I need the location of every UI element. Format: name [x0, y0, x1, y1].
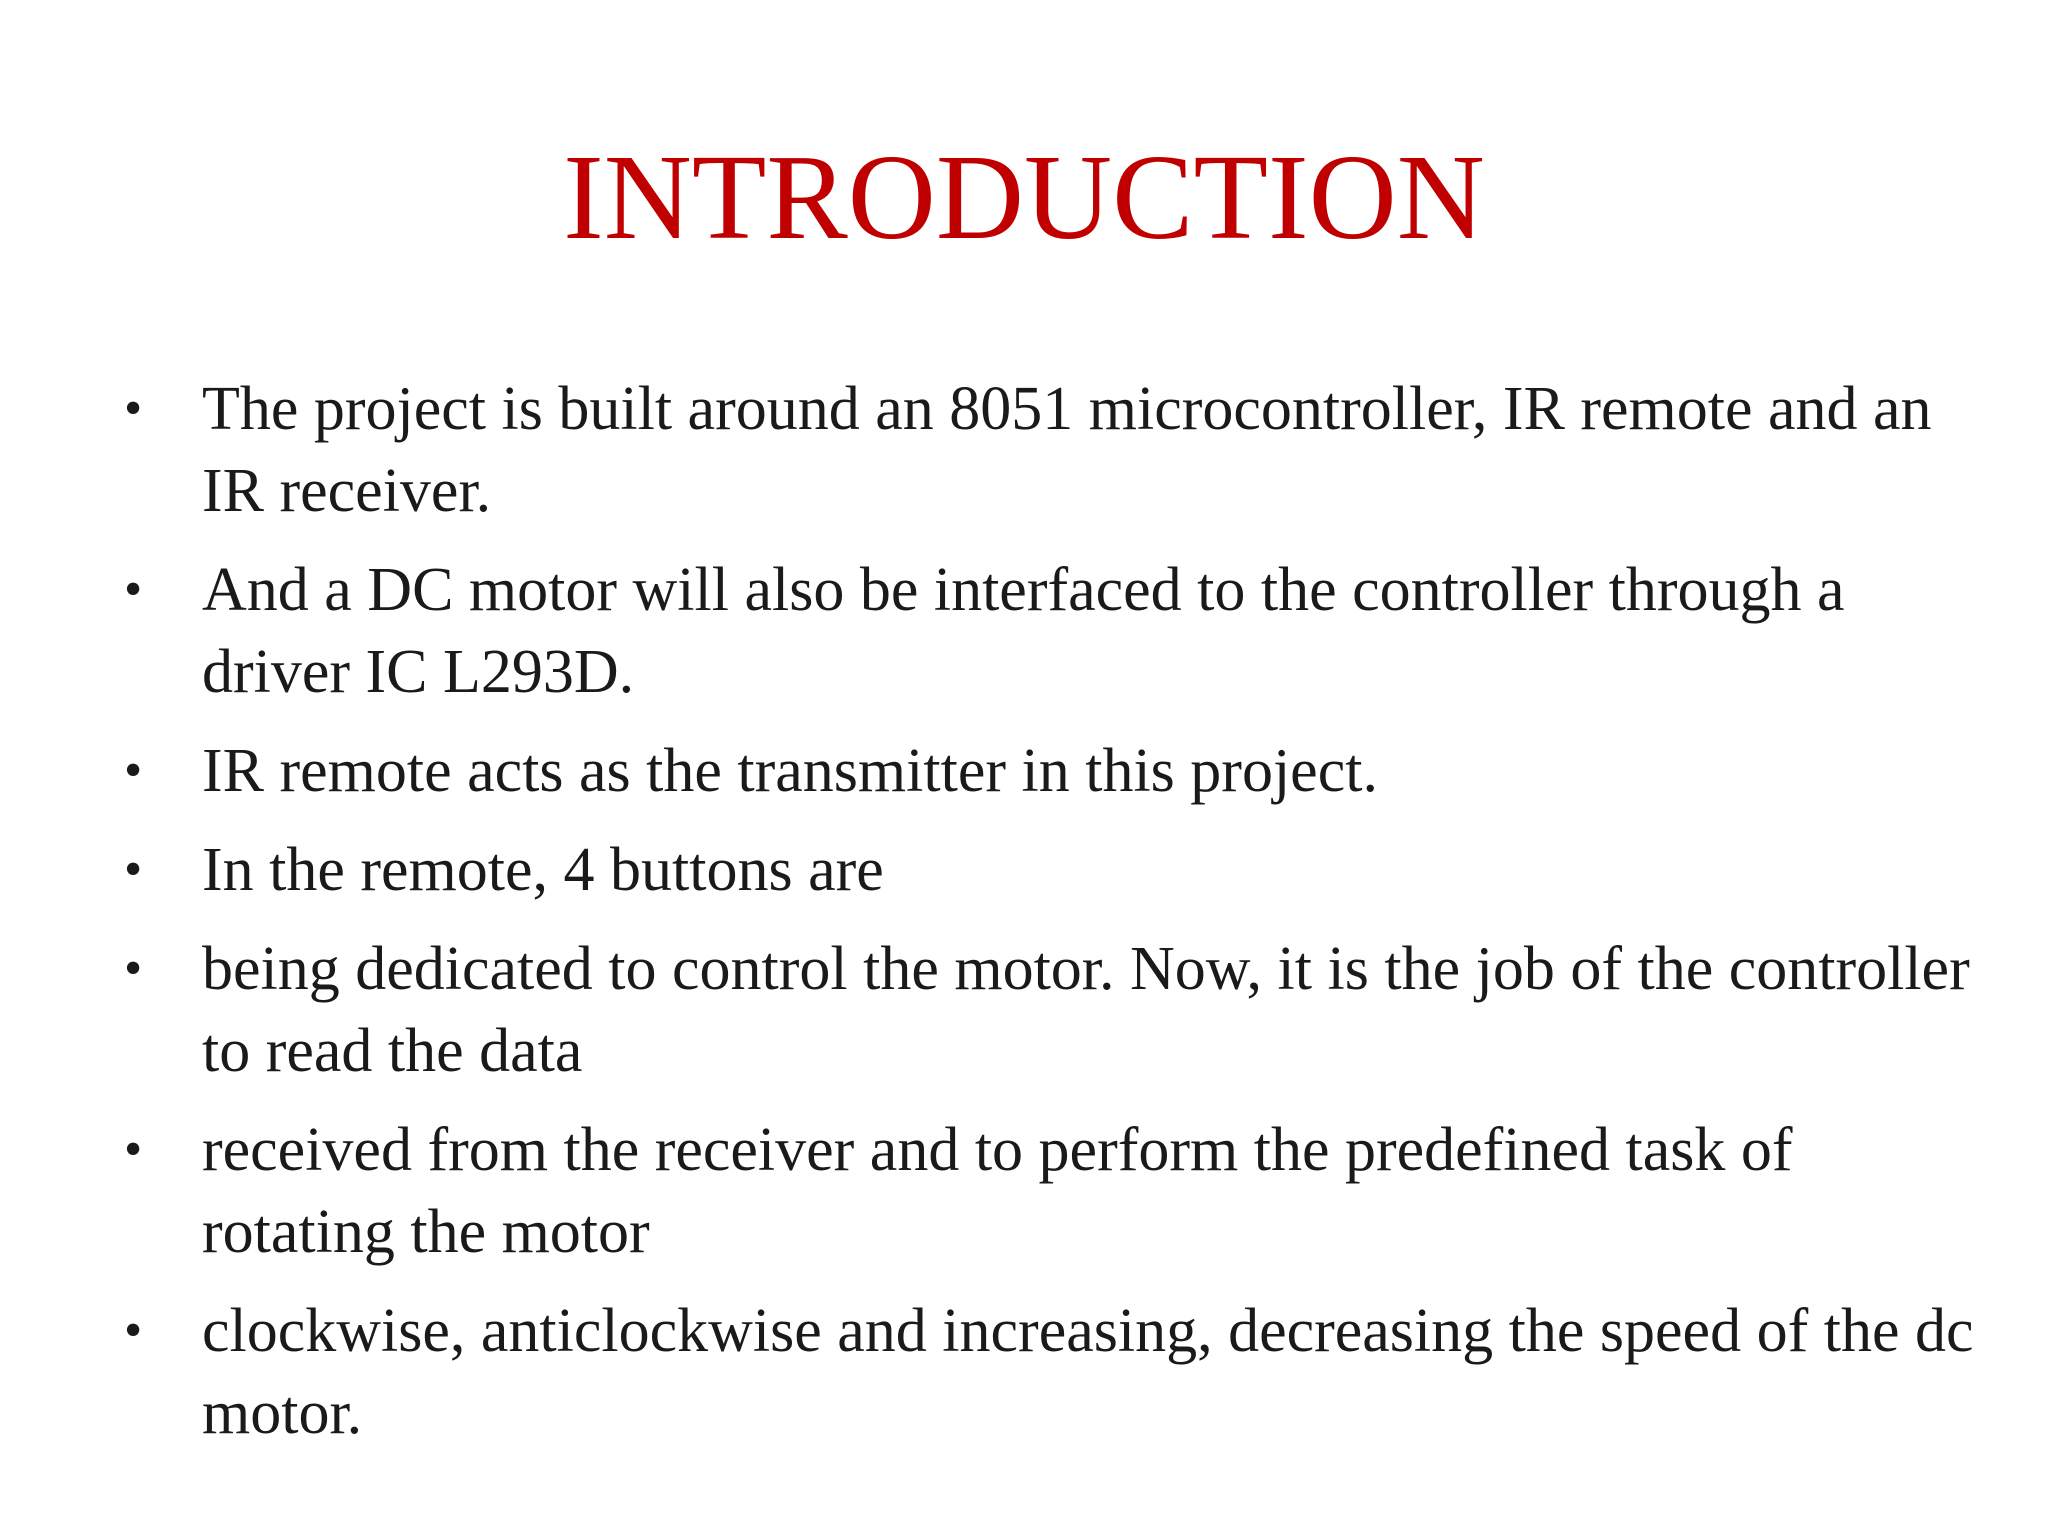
bullet-icon: • [124, 841, 143, 898]
bullet-text: The project is built around an 8051 microcontroller, IR remote and an IR receiver. [202, 375, 1932, 525]
bullet-list [110, 368, 1990, 1471]
bullet-item [110, 368, 1990, 532]
bullet-text: being dedicated to control the motor. Now, it is the job of the controller to read the data [202, 935, 1970, 1085]
slide-title: INTRODUCTION [563, 130, 1485, 265]
bullet-icon: • [124, 1121, 143, 1178]
bullet-text: received from the receiver and to perform the predefined task of rotating the motor [202, 1116, 1793, 1266]
bullet-item [110, 549, 1990, 713]
bullet-icon: • [124, 742, 143, 799]
bullet-icon: • [124, 561, 143, 618]
bullet-icon: • [124, 380, 143, 437]
bullet-item [110, 928, 1990, 1092]
bullet-text: In the remote, 4 buttons are [202, 836, 884, 904]
bullet-item [110, 730, 1990, 812]
bullet-text: And a DC motor will also be interfaced to the controller through a driver IC L293D. [202, 556, 1845, 706]
bullet-item [110, 829, 1990, 911]
bullet-icon: • [124, 1302, 143, 1359]
bullet-item [110, 1290, 1990, 1454]
bullet-icon: • [124, 940, 143, 997]
bullet-item [110, 1109, 1990, 1273]
bullet-text: clockwise, anticlockwise and increasing, decreasing the speed of the dc motor. [202, 1297, 1974, 1447]
bullet-text: IR remote acts as the transmitter in this project. [202, 737, 1378, 805]
